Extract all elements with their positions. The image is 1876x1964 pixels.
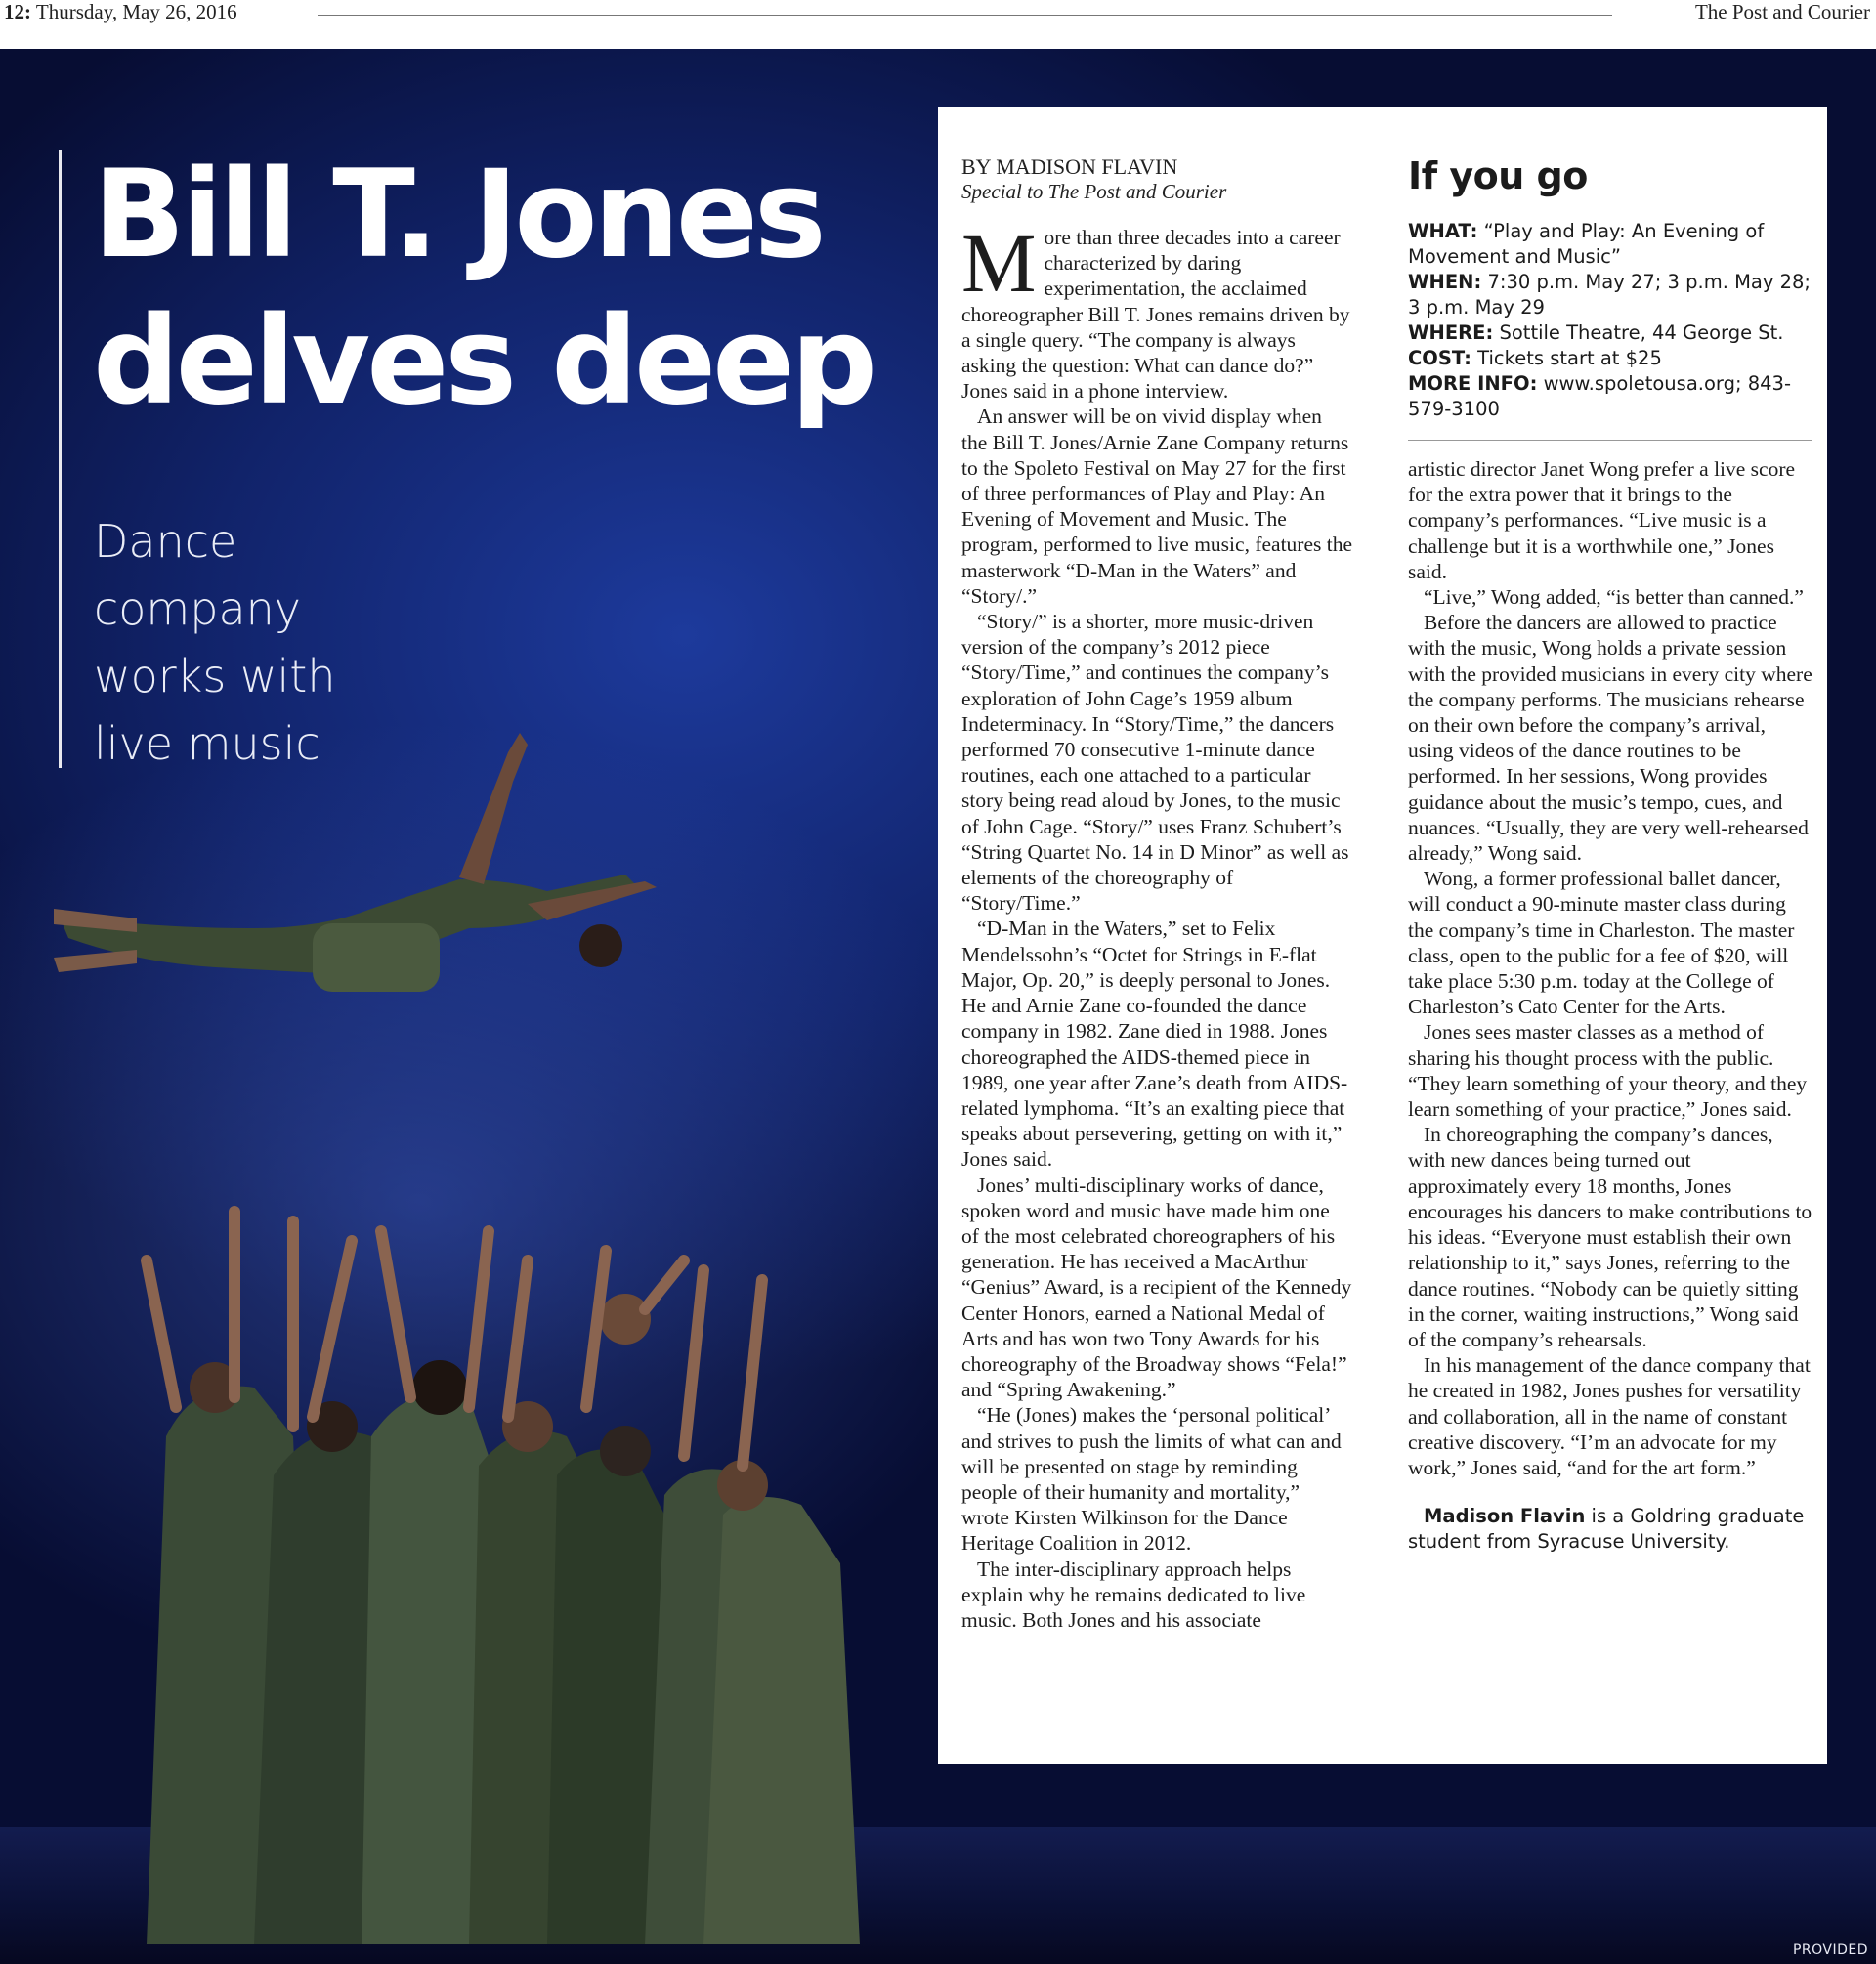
article-paragraph: “He (Jones) makes the ‘personal political’ and strives to push the limits of what can and will be presented on stage by reminding people of their humanity and mortality,” wrote Kirsten Wilkinson for the Dance Heritage Coalition in 2012. <box>961 1403 1342 1556</box>
dropcap: M <box>961 216 1037 310</box>
article-paragraph: An answer will be on vivid display when the Bill T. Jones/Arnie Zane Company returns to the Spoleto Festival on May 27 for the first of three performances of Play and Play: An Evening of Movement and Music. The program, performed to live music, features the masterwork “D-Man in the Waters” and “Story/.” <box>961 405 1352 608</box>
article-paragraph: Before the dancers are allowed to practice with the music, Wong holds a private session with the provided musicians in every city where the company performs. The musicians rehearse on their own before the company’s arrival, using videos of the dance routines to be performed. In her sessions, Wong provides guidance about the music’s tempo, cues, and nuances. “Usually, they are very well-rehearsed already,” Wong said. <box>1408 611 1812 866</box>
publication-name: The Post and Courier <box>1694 0 1870 23</box>
dancer-group <box>147 1212 860 1944</box>
article-column-1 <box>961 154 1352 1633</box>
if-you-go-divider <box>1408 440 1812 441</box>
page-number: 12: <box>4 0 31 23</box>
article-paragraph: The inter-disciplinary approach helps explain why he remains dedicated to live music. Both Jones and his associate <box>961 1557 1306 1632</box>
headline: Bill T. Jones delves deep <box>93 145 874 432</box>
photo-credit: PROVIDED <box>1792 1943 1868 1958</box>
if-you-go-info: MORE INFO: www.spoletousa.org; 843-579-3100 <box>1408 372 1791 420</box>
author-name: Madison Flavin <box>1424 1505 1586 1528</box>
dancers-illustration <box>0 635 938 1964</box>
author-bio: Madison Flavin is a Goldring graduate student from Syracuse University. <box>1408 1505 1805 1554</box>
article-paragraph: artistic director Janet Wong prefer a live score for the extra power that it brings to the company’s performances. “Live music is a challenge but it is a worthwhile one,” Jones said. <box>1408 457 1796 583</box>
article-paragraph: In choreographing the company’s dances, with new dances being turned out approximately every 18 months, Jones encourages his dancers to make contributions to his ideas. “Everyone must establish their own relationship to it,” says Jones, referring to the dance routines. “Nobody can be quietly sitting in the corner, waiting instructions,” Wong said of the company’s rehearsals. <box>1408 1123 1812 1351</box>
deck: Dance company works with live music <box>94 515 336 770</box>
folio-left <box>4 0 237 24</box>
if-you-go-what: WHAT: “Play and Play: An Evening of Movement and Music” <box>1408 220 1765 268</box>
article-panel <box>938 107 1827 1764</box>
issue-date: Thursday, May 26, 2016 <box>35 0 237 23</box>
article-body-col1 <box>961 216 1352 1633</box>
article-column-2 <box>1408 152 1812 1555</box>
if-you-go-cost: COST: Tickets start at $25 <box>1408 347 1662 369</box>
if-you-go-when: WHEN: 7:30 p.m. May 27; 3 p.m. May 28; 3 p.m. May 29 <box>1408 271 1811 319</box>
article-paragraph: “D-Man in the Waters,” set to Felix Mendelssohn’s “Octet for Strings in E-flat Major, Op. 20,” is deeply personal to Jones. He and Arnie Zane co-founded the dance company in 1982. Zane died in 1988. Jones choreographed the AIDS-themed piece in 1989, one year after Zane’s death from AIDS-related lymphoma. “It’s an exalting piece that speaks about persevering, getting on with it,” Jones said. <box>961 917 1348 1172</box>
byline-affiliation: Special to The Post and Courier <box>961 180 1227 203</box>
page-folio <box>0 0 1876 49</box>
article-body-col2 <box>1408 456 1812 1480</box>
article-paragraph: Wong, a former professional ballet dancer, will conduct a 90-minute master class during the company’s time in Charleston. The master class, open to the public for a fee of $20, will take place 5:30 p.m. today at the College of Charleston’s Cato Center for the Arts. <box>1408 867 1795 1019</box>
article-paragraph: In his management of the dance company that he created in 1982, Jones pushes for versatility and collaboration, all in the name of constant creative discovery. “I’m an advocate for my work,” Jones said, “and for the art form.” <box>1408 1353 1811 1479</box>
folio-rule <box>318 15 1612 16</box>
if-you-go-title: If you go <box>1408 154 1588 197</box>
article-paragraph: “Live,” Wong added, “is better than canned.” <box>1424 585 1804 610</box>
if-you-go-where: WHERE: Sottile Theatre, 44 George St. <box>1408 321 1784 344</box>
article-paragraph: Jones’ multi-disciplinary works of dance, spoken word and music have made him one of the most celebrated choreographers of his generation. He has received a MacArthur “Genius” Award, is a recipient of the Kennedy Center Honors, earned a National Medal of Arts and has won two Tony Awards for his choreography of the Broadway shows “Fela!” and “Spring Awakening.” <box>961 1173 1352 1402</box>
article-paragraph: “Story/” is a shorter, more music-driven version of the company’s 2012 piece “Story/Time,” and continues the company’s exploration of John Cage’s 1959 album Indeterminacy. In “Story/Time,” the dancers performed 70 consecutive 1-minute dance routines, each one attached to a particular story being read aloud by Jones, to the music of John Cage. “Story/” uses Franz Schubert’s “String Quartet No. 14 in D Minor” as well as elements of the choreography of “Story/Time.” <box>961 610 1349 916</box>
if-you-go-box <box>1408 152 1812 441</box>
article-paragraph: Jones sees master classes as a method of sharing his thought process with the public. “They learn something of your theory, and they learn something of your practice,” Jones said. <box>1408 1020 1808 1122</box>
byline: BY MADISON FLAVIN <box>961 154 1178 179</box>
article-paragraph: More than three decades into a career characterized by daring experimentation, the acclaimed choreographer Bill T. Jones remains driven by a single query. “The company is always asking the question: What can dance do?” Jones said in a phone interview. <box>961 216 1350 404</box>
leaping-dancer <box>54 733 657 992</box>
